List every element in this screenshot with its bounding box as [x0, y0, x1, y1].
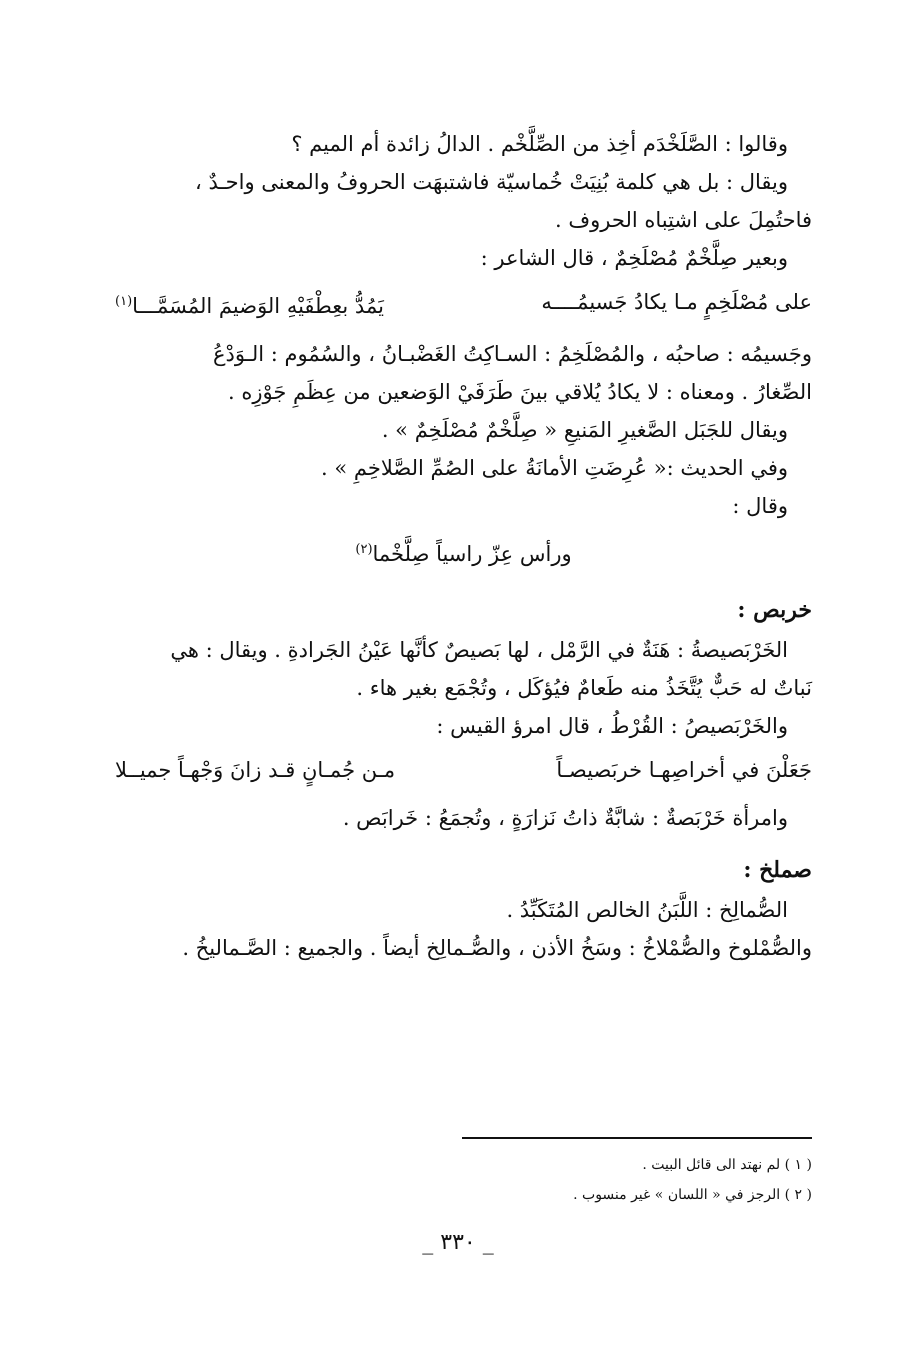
text-line: الصِّغارُ . ومعناه : لا يكادُ يُلاقي بينَ طَرَفَيْ الوَضعين من عِظَمِ جَوْزِه . — [228, 380, 812, 404]
text-line: الخَرْبَصيصةُ : هَنَةٌ في الرَّمْل ، لها بَصيصٌ كأنَّها عَيْنُ الجَرادةِ . ويقال : هي — [170, 638, 788, 662]
text-line: ويقال للجَبَل الصَّغيرِ المَنيعِ « صِلَّخْمٌ مُصْلَخِمٌ » . — [381, 418, 788, 442]
page-number: _ ٣٣٠ _ — [422, 1230, 494, 1255]
footnote-divider — [462, 1137, 812, 1139]
text-line: وجَسيمُه : صاحبُه ، والمُصْلَخِمُ : السـاكِتُ الغَضْبـانُ ، والسُمُوم : الـوَدْعُ — [212, 342, 812, 366]
footnote: ( ١ ) لم نهتد الى قائل البيت . — [642, 1157, 812, 1173]
verse-hemistich-right: على مُصْلَخِمٍ مـا يكادُ جَسيمُــــه — [541, 290, 812, 314]
text-line: وفي الحديث :« عُرِضَتِ الأمانَةُ على الصُمِّ الصَّلاخِمِ » . — [321, 456, 788, 480]
text-line: وقالوا : الصَّلَخْدَم أخِذ من الصِّلَّخْم . الدالُ زائدة أم الميم ؟ — [291, 132, 788, 156]
page-body — [115, 125, 812, 967]
text-line: الصُّمالِخ : اللَّبَنُ الخالص المُتَكَبِّدُ . — [506, 898, 788, 922]
text-line: وامرأة خَرْبَصةٌ : شابَّةٌ ذاتُ نَزارَةٍ ، وتُجمَعُ : خَرابَص . — [342, 806, 788, 830]
verse-hemistich-left — [115, 283, 384, 325]
text-line: والخَرْبَصيصُ : القُرْطُ ، قال امرؤ القيس : — [436, 714, 788, 738]
footnote-marker: (١) — [115, 294, 133, 309]
footnote-marker: (٢) — [355, 542, 373, 557]
verse-hemistich-left: مـن جُمـانٍ قـد زانَ وَجْهـاً جميــلا — [115, 758, 396, 782]
poem-verse — [115, 283, 812, 325]
entry-heading: خربص : — [737, 597, 812, 623]
text-line: نَباتٌ له حَبٌّ يُتَّخَذُ منه طَعامٌ فيُؤكَل ، وتُجْمَع بغير هاء . — [356, 676, 812, 700]
verse-text: يَمُدُّ بعِطْفَيْهِ الوَضيمَ المُسَمَّـــا — [132, 294, 384, 318]
footnotes — [400, 1150, 812, 1210]
text-line: فاحتُمِلَ على اشتِباه الحروف . — [555, 208, 812, 232]
verse-hemistich-right: جَعَلْنَ في أخراصِهـا خربَصيصـاً — [556, 758, 812, 782]
rajaz-verse — [115, 531, 812, 573]
text-line: ويقال : بل هي كلمة بُنِيَتْ خُماسيّة فاشتبهَت الحروفُ والمعنى واحـدٌ ، — [195, 170, 788, 194]
footnote: ( ٢ ) الرجز في « اللسان » غير منسوب . — [573, 1187, 812, 1203]
poem-verse — [115, 751, 812, 789]
text-line: وقال : — [732, 494, 788, 518]
text-line: وبعير صِلَّخْمٌ مُصْلَخِمٌ ، قال الشاعر : — [480, 246, 788, 270]
entry-heading: صملخ : — [743, 857, 812, 883]
text-line: والصُّمْلوخ والصُّمْلاخُ : وسَخُ الأذن ، والصُّـمالِخ أيضاً . والجميع : الصَّـماليخُ . — [182, 936, 812, 960]
verse-text: ورأس عِزّ راسياً صِلَّخْما — [372, 542, 572, 566]
